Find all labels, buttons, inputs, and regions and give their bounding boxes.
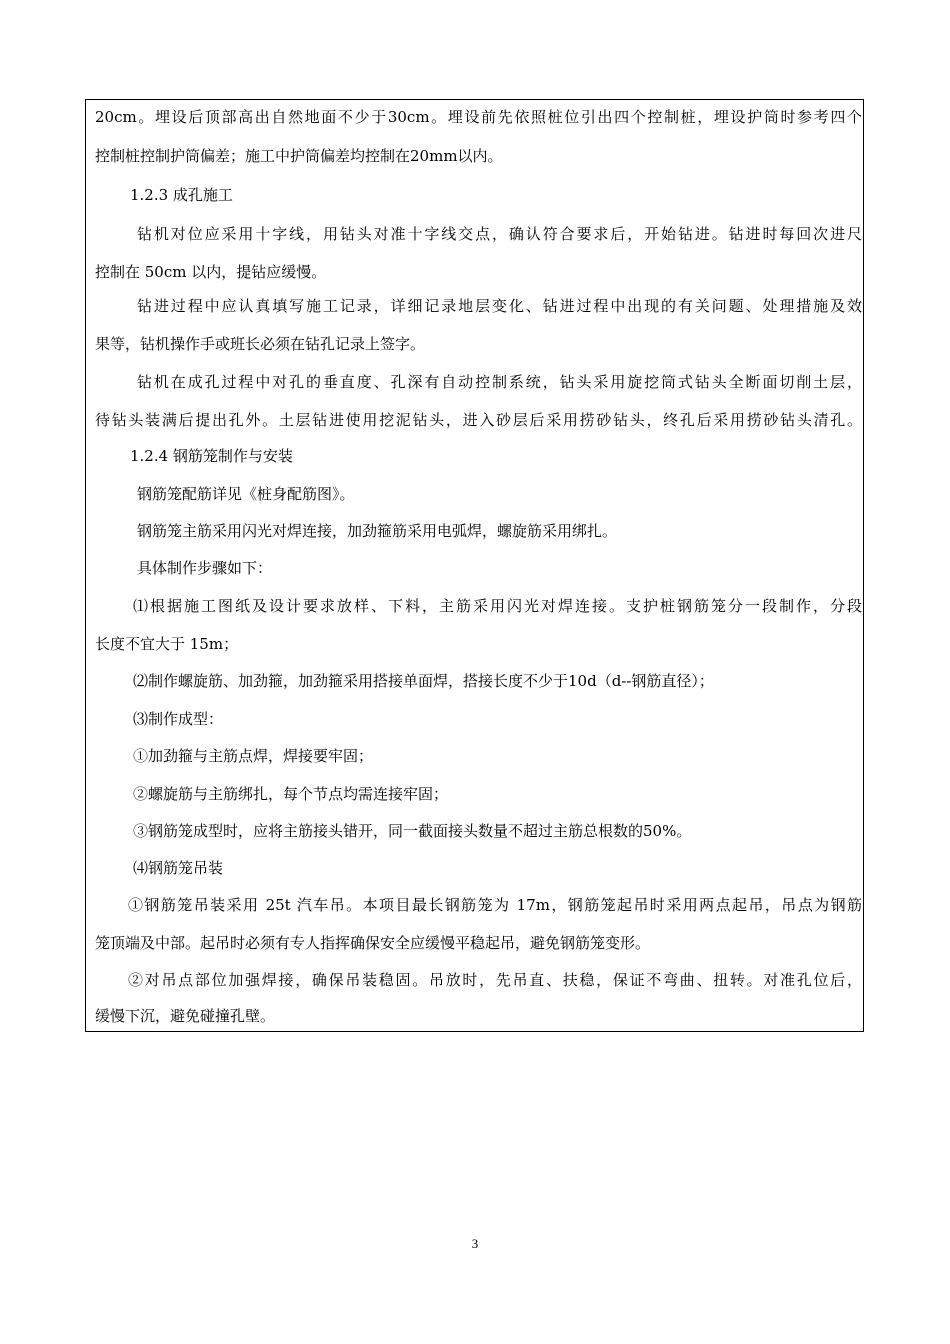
text-line: ⑷钢筋笼吊装 bbox=[133, 859, 224, 877]
text-line: 钻机在成孔过程中对孔的垂直度、孔深有自动控制系统，钻头采用旋挖筒式钻头全断面切削土层， bbox=[137, 373, 862, 391]
text-line: 笼顶端及中部。起吊时必须有专人指挥确保安全应缓慢平稳起吊，避免钢筋笼变形。 bbox=[95, 934, 651, 952]
text-line: 缓慢下沉，避免碰撞孔壁。 bbox=[95, 1007, 276, 1025]
text-line: ①钢筋笼吊装采用 25t 汽车吊。本项目最长钢筋笼为 17m，钢筋笼起吊时采用两点起吊，吊点为钢筋 bbox=[128, 896, 862, 914]
text-line: ②螺旋筋与主筋绑扎，每个节点均需连接牢固； bbox=[133, 785, 449, 803]
text-line: 具体制作步骤如下： bbox=[137, 559, 273, 577]
text-line: ⑵制作螺旋筋、加劲箍，加劲箍采用搭接单面焊，搭接长度不少于10d（d--钢筋直径）； bbox=[133, 672, 714, 690]
section-heading: 1.2.3 成孔施工 bbox=[130, 186, 233, 204]
text-line: 待钻头装满后提出孔外。土层钻进使用挖泥钻头，进入砂层后采用捞砂钻头，终孔后采用捞砂钻头清孔。 bbox=[95, 411, 862, 429]
page-number: 3 bbox=[471, 1236, 479, 1251]
text-line: 钢筋笼主筋采用闪光对焊连接，加劲箍筋采用电弧焊，螺旋筋采用绑扎。 bbox=[137, 522, 618, 540]
text-line: 20cm。埋设后顶部高出自然地面不少于30cm。埋设前先依照桩位引出四个控制桩，埋设护筒时参考四个 bbox=[95, 108, 862, 126]
text-line: 钻进过程中应认真填写施工记录，详细记录地层变化、钻进过程中出现的有关问题、处理措施及效 bbox=[137, 297, 862, 315]
text-line: 控制在 50cm 以内，提钻应缓慢。 bbox=[95, 263, 327, 281]
text-line: ③钢筋笼成型时，应将主筋接头错开，同一截面接头数量不超过主筋总根数的50%。 bbox=[133, 822, 692, 840]
text-line: ①加劲箍与主筋点焊，焊接要牢固； bbox=[133, 747, 374, 765]
text-line: ⑶制作成型： bbox=[133, 710, 224, 728]
text-line: 钢筋笼配筋详见《桩身配筋图》。 bbox=[137, 485, 355, 503]
text-line: 长度不宜大于 15m； bbox=[95, 635, 239, 653]
text-line: 控制桩控制护筒偏差；施工中护筒偏差均控制在20mm以内。 bbox=[95, 147, 503, 165]
text-line: ②对吊点部位加强焊接，确保吊装稳固。吊放时，先吊直、扶稳，保证不弯曲、扭转。对准孔位后， bbox=[128, 971, 862, 989]
text-line: ⑴根据施工图纸及设计要求放样、下料，主筋采用闪光对焊连接。支护桩钢筋笼分一段制作，分段 bbox=[133, 597, 862, 615]
text-line: 钻机对位应采用十字线，用钻头对准十字线交点，确认符合要求后，开始钻进。钻进时每回次进尺 bbox=[137, 225, 862, 243]
text-line: 果等，钻机操作手或班长必须在钻孔记录上签字。 bbox=[95, 335, 426, 353]
section-heading: 1.2.4 钢筋笼制作与安装 bbox=[130, 447, 293, 465]
